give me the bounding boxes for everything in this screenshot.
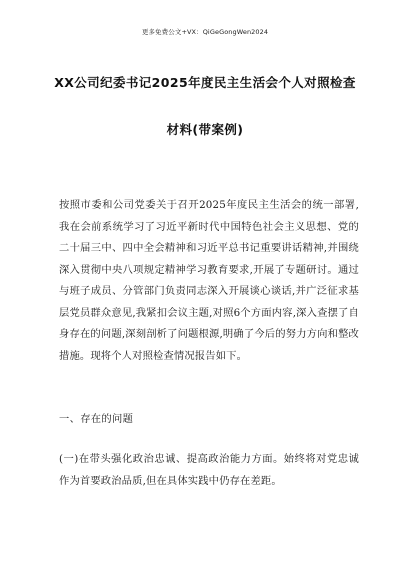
header-note: 更多免费公文+VX：QiGeGongWen2024	[141, 28, 269, 36]
intro-paragraph: 按照市委和公司党委关于召开2025年度民主生活会的统一部署,我在会前系统学习了习近平新时代中国特色社会主义思想、党的二十届三中、四中全会精神和习近平总书记重要讲话精神,并围绕深入贯彻中央八项规定精神学习教育要求,开展了专题研讨。通过与班子成员、分管部门负责同志深入开展谈心谈话,并广泛征求基层党员群众意见,我紧扣会议主题,对照6个方面内容,深入查摆了自身存在的问题,深刻剖析了问题根源,明确了今后的努力方向和整改措施。现将个人对照检查情况报告如下。	[59, 199, 359, 362]
document-title-line1: XX公司纪委书记2025年度民主生活会个人对照检查	[54, 75, 356, 90]
section-heading: 一、存在的问题	[59, 413, 134, 425]
document-title-line2: 材料(带案例)	[166, 122, 244, 137]
item-paragraph: (一)在带头强化政治忠诚、提高政治能力方面。始终将对党忠诚作为首要政治品质,但在具体实践中仍存在差距。	[59, 453, 359, 487]
